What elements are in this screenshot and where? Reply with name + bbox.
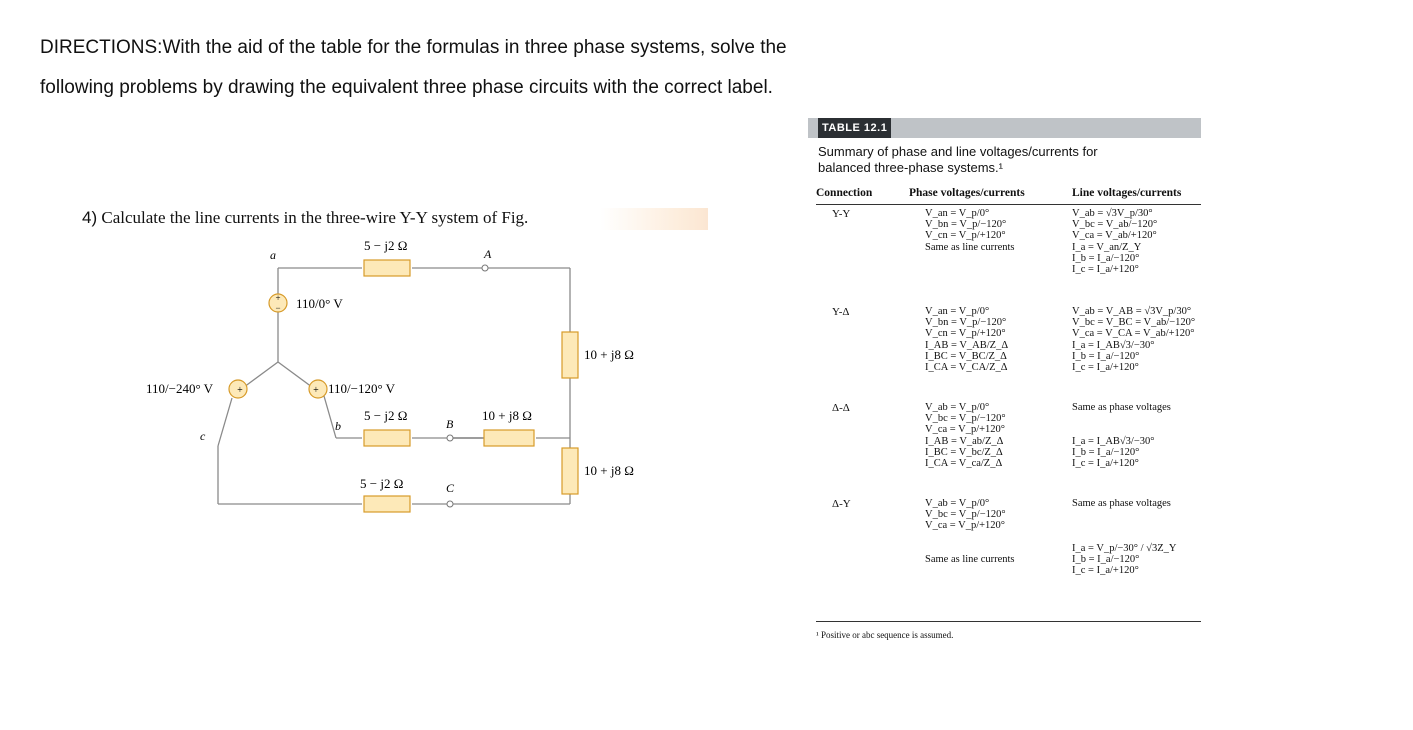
node-a-label: a	[270, 248, 276, 262]
svg-text:+: +	[275, 293, 281, 303]
line-impedance-b-resistor	[364, 430, 410, 446]
line-impedance-b-label: 5 − j2 Ω	[364, 408, 408, 423]
table-title-bar	[808, 118, 1201, 138]
row-dy-line: Same as phase voltages I_a = V_p/−30° / √3Z_Y I_b = I_a/−120° I_c = I_a/+120°	[1072, 498, 1177, 577]
directions-line-2: following problems by drawing the equivalent three phase circuits with the correct label.	[40, 77, 773, 98]
row-yy-line: V_ab = √3V_p/30° V_bc = V_ab/−120° V_ca = V_ab/+120° I_a = V_an/Z_Y I_b = I_a/−120° I_c = I_a/+120°	[1072, 208, 1158, 276]
row-yy-connection: Y-Y	[832, 208, 851, 220]
cropped-text-fade	[600, 208, 708, 230]
table-tag: TABLE 12.1	[818, 118, 891, 138]
problem-statement	[82, 208, 528, 228]
node-c-label: c	[200, 429, 206, 443]
directions-text	[40, 28, 920, 108]
header-rule	[816, 204, 1201, 205]
table-footnote: ¹ Positive or abc sequence is assumed.	[816, 630, 954, 640]
row-yd-phase: V_an = V_p/0° V_bn = V_p/−120° V_cn = V_p/+120° I_AB = V_AB/Z_Δ I_BC = V_BC/Z_Δ I_CA = V_CA/Z_Δ	[925, 306, 1009, 374]
node-b-label: b	[335, 419, 341, 433]
load-impedance-a-resistor	[562, 332, 578, 378]
source-c-icon	[229, 380, 247, 398]
source-b-label: 110/−120° V	[328, 381, 396, 396]
table-bottom-rule	[816, 621, 1201, 622]
node-B-label: B	[446, 417, 454, 431]
svg-text:+: +	[237, 385, 243, 396]
svg-text:+: +	[313, 385, 319, 396]
table-caption	[818, 144, 1198, 176]
terminal-B	[447, 435, 453, 441]
line-impedance-c-label: 5 − j2 Ω	[360, 476, 404, 491]
row-yy-phase: V_an = V_p/0° V_bn = V_p/−120° V_cn = V_p/+120° Same as line currents	[925, 208, 1015, 253]
header-line: Line voltages/currents	[1072, 187, 1182, 199]
terminal-C	[447, 501, 453, 507]
problem-number: 4)	[82, 208, 98, 227]
row-yd-connection: Y-Δ	[832, 306, 850, 318]
row-dy-connection: Δ-Y	[832, 498, 851, 510]
table-caption-line-1: Summary of phase and line voltages/currents for	[818, 144, 1098, 159]
row-yd-line: V_ab = V_AB = √3V_p/30° V_bc = V_BC = V_ab/−120° V_ca = V_CA = V_ab/+120° I_a = I_AB√3/−30° I_b = I_a/−120° I_c = I_a/+120°	[1072, 306, 1196, 374]
load-impedance-b-resistor	[484, 430, 534, 446]
table-caption-line-2: balanced three-phase systems.¹	[818, 160, 1003, 175]
source-b-icon	[309, 380, 327, 398]
row-dd-phase: V_ab = V_p/0° V_bc = V_p/−120° V_ca = V_p/+120° I_AB = V_ab/Z_Δ I_BC = V_bc/Z_Δ I_CA = V_ca/Z_Δ	[925, 402, 1006, 470]
directions-line-1: DIRECTIONS:With the aid of the table for the formulas in three phase systems, solve the	[40, 37, 787, 58]
source-a-icon	[269, 293, 287, 313]
row-dd-line: Same as phase voltages I_a = I_AB√3/−30° I_b = I_a/−120° I_c = I_a/+120°	[1072, 402, 1171, 470]
load-impedance-B-label: 10 + j8 Ω	[482, 408, 532, 423]
line-impedance-c-resistor	[364, 496, 410, 512]
source-a-label: 110/0° V	[296, 296, 343, 311]
terminal-A	[482, 265, 488, 271]
circuit-diagram	[140, 232, 660, 522]
problem-text: Calculate the line currents in the three-wire Y-Y system of Fig.	[101, 208, 529, 227]
source-c-label: 110/−240° V	[146, 381, 214, 396]
row-dd-connection: Δ-Δ	[832, 402, 850, 414]
svg-text:−: −	[275, 303, 281, 313]
load-impedance-c-resistor	[562, 448, 578, 494]
header-connection: Connection	[816, 187, 873, 199]
load-impedance-A-label: 10 + j8 Ω	[584, 347, 634, 362]
header-phase: Phase voltages/currents	[909, 187, 1025, 199]
line-impedance-a-label: 5 − j2 Ω	[364, 238, 408, 253]
node-C-label: C	[446, 481, 455, 495]
load-impedance-C-label: 10 + j8 Ω	[584, 463, 634, 478]
line-impedance-a-resistor	[364, 260, 410, 276]
row-dy-phase: V_ab = V_p/0° V_bc = V_p/−120° V_ca = V_p/+120° Same as line currents	[925, 498, 1015, 566]
node-A-label: A	[484, 247, 492, 261]
formula-table	[808, 118, 1201, 640]
